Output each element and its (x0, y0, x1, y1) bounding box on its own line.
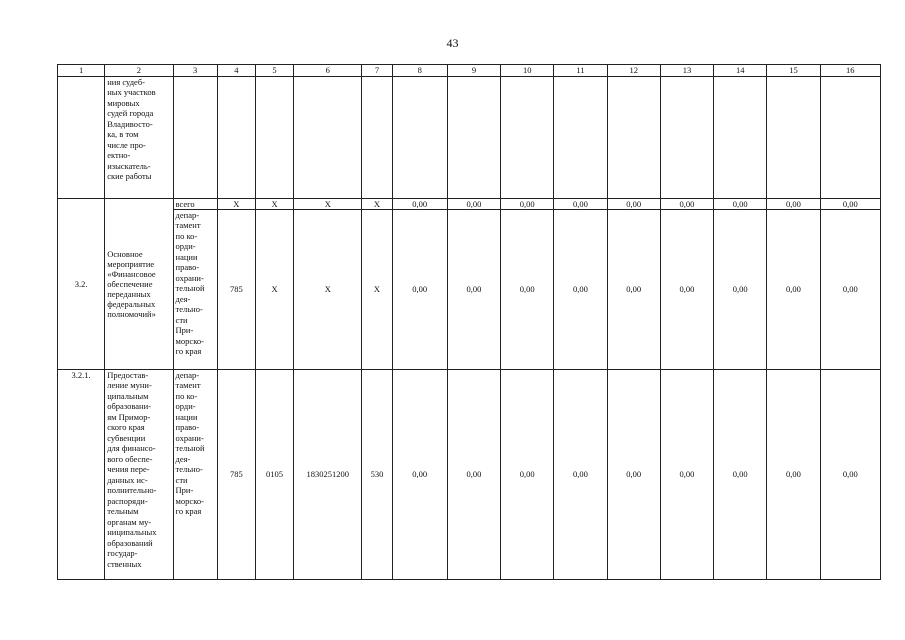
cell: 0,00 (714, 198, 767, 209)
activity-name: ния судеб- ных участков мировых судей города Владивосто- ка, в том числе про- ектно- изыскатель- ские работы (105, 76, 173, 198)
table-row-total (58, 198, 881, 209)
cell: X (294, 209, 362, 369)
cell (554, 76, 607, 198)
row-number (58, 76, 105, 198)
cell: 0,00 (501, 198, 554, 209)
cell: X (255, 198, 293, 209)
cell: 0,00 (607, 369, 660, 579)
executor: депар- тамент по ко- орди- нации право- охрани- тельной дея- тельно- сти При- морско- го края (173, 209, 217, 369)
cell: 0,00 (660, 198, 713, 209)
cell (820, 76, 880, 198)
cell (767, 76, 820, 198)
cell: 0,00 (554, 198, 607, 209)
cell: 0,00 (767, 198, 820, 209)
total-label: всего (173, 198, 217, 209)
cell (714, 76, 767, 198)
cell: 0,00 (714, 209, 767, 369)
col-header: 5 (255, 65, 293, 77)
cell: 0,00 (392, 198, 447, 209)
row-number: 3.2.1. (58, 369, 105, 579)
cell: 0,00 (501, 209, 554, 369)
cell (294, 76, 362, 198)
cell (447, 76, 500, 198)
col-header: 10 (501, 65, 554, 77)
cell: 0,00 (554, 209, 607, 369)
cell (362, 76, 392, 198)
cell (255, 76, 293, 198)
col-header: 3 (173, 65, 217, 77)
cell: 0,00 (714, 369, 767, 579)
cell: 0,00 (820, 209, 880, 369)
table-row (58, 209, 881, 369)
cell: 0,00 (447, 198, 500, 209)
cell: X (362, 209, 392, 369)
cell (392, 76, 447, 198)
cell (660, 76, 713, 198)
cell: X (217, 198, 255, 209)
executor (173, 76, 217, 198)
row-number: 3.2. (58, 198, 105, 369)
column-number-row (58, 65, 881, 77)
cell: 785 (217, 209, 255, 369)
table-row (58, 369, 881, 579)
page-number: 43 (446, 36, 459, 50)
cell (607, 76, 660, 198)
cell: 0,00 (767, 209, 820, 369)
cell: 0,00 (820, 198, 880, 209)
cell: 0,00 (447, 369, 500, 579)
col-header: 1 (58, 65, 105, 77)
col-header: 6 (294, 65, 362, 77)
cell: X (362, 198, 392, 209)
cell: 0,00 (767, 369, 820, 579)
col-header: 13 (660, 65, 713, 77)
cell: 785 (217, 369, 255, 579)
col-header: 15 (767, 65, 820, 77)
col-header: 16 (820, 65, 880, 77)
col-header: 11 (554, 65, 607, 77)
budget-table (57, 64, 881, 580)
cell: 0,00 (820, 369, 880, 579)
cell: 0,00 (392, 209, 447, 369)
cell: 0105 (255, 369, 293, 579)
col-header: 8 (392, 65, 447, 77)
cell: 0,00 (447, 209, 500, 369)
col-header: 2 (105, 65, 173, 77)
table-row (58, 76, 881, 198)
cell: 0,00 (554, 369, 607, 579)
activity-name: Основное мероприятие «Финансовое обеспечение переданных федеральных полномочий» (105, 198, 173, 369)
cell: 0,00 (501, 369, 554, 579)
cell (501, 76, 554, 198)
col-header: 7 (362, 65, 392, 77)
col-header: 12 (607, 65, 660, 77)
cell: 0,00 (392, 369, 447, 579)
cell: X (294, 198, 362, 209)
cell: 0,00 (660, 209, 713, 369)
cell: 530 (362, 369, 392, 579)
executor: депар- тамент по ко- орди- нации право- охрани- тельной дея- тельно- сти При- морско- го края (173, 369, 217, 579)
col-header: 14 (714, 65, 767, 77)
cell: 0,00 (607, 209, 660, 369)
col-header: 9 (447, 65, 500, 77)
cell: 0,00 (607, 198, 660, 209)
col-header: 4 (217, 65, 255, 77)
cell (217, 76, 255, 198)
activity-name: Предостав- ление муни- ципальным образовани- ям Примор- ского края субвенции для финансо- вого обеспе- чения пере- данных ис- полнительно- распоряди- тельным органам му- ниципальных образований государ- ственных (105, 369, 173, 579)
cell: X (255, 209, 293, 369)
cell: 1830251200 (294, 369, 362, 579)
cell: 0,00 (660, 369, 713, 579)
